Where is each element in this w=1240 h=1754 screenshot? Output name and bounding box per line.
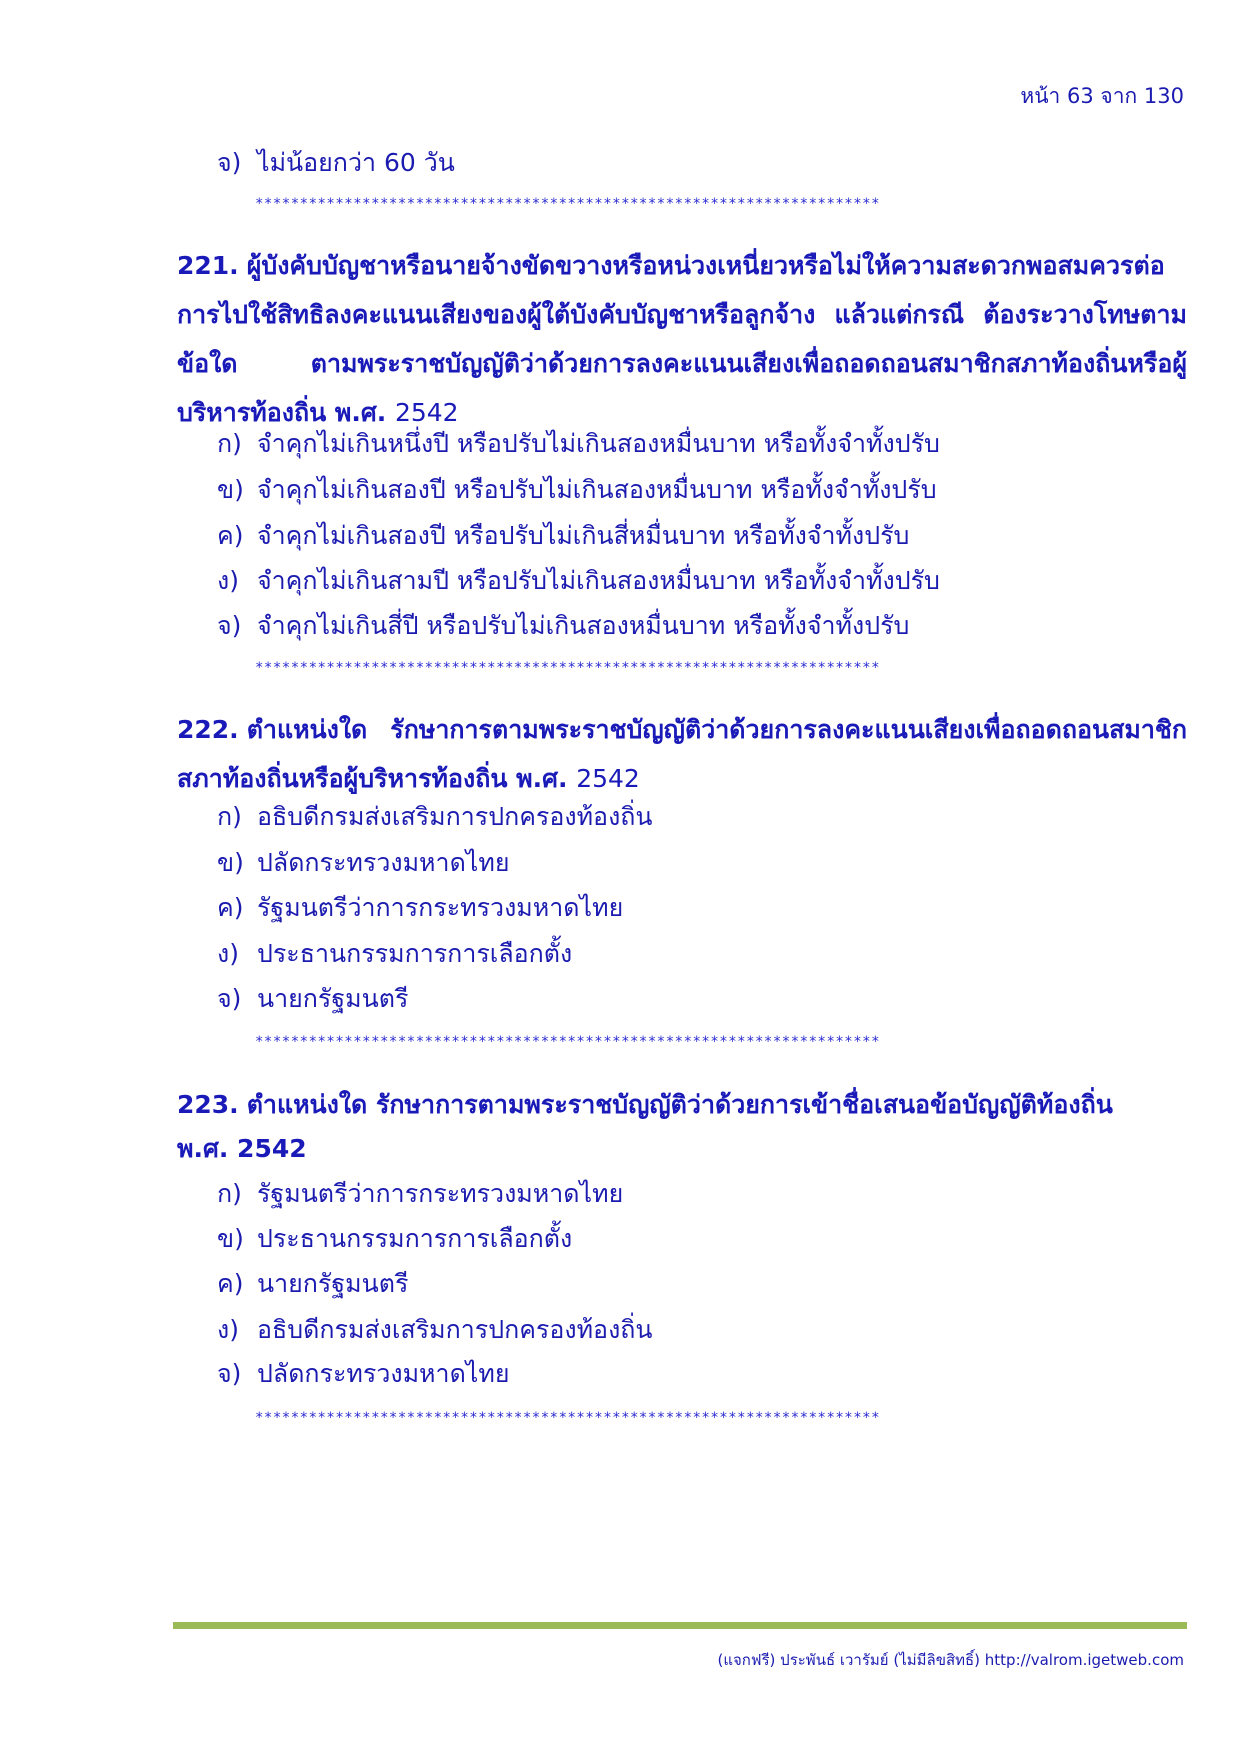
question-221 bbox=[177, 241, 1187, 437]
choice-letter: ค) bbox=[217, 893, 244, 922]
choice-letter: ข) bbox=[217, 848, 244, 877]
choice-text: นายกรัฐมนตรี bbox=[257, 1269, 409, 1298]
divider: ********************************************************************** bbox=[255, 1034, 881, 1050]
choice-letter: ก) bbox=[217, 802, 242, 831]
question-year: พ.ศ. 2542 bbox=[177, 1134, 307, 1163]
choice-text: อธิบดีกรมส่งเสริมการปกครองท้องถิ่น bbox=[257, 1315, 653, 1344]
choice-text: ประธานกรรมการการเลือกตั้ง bbox=[257, 1224, 573, 1253]
q222-choice-c bbox=[217, 891, 623, 925]
choice-text: รัฐมนตรีว่าการกระทรวงมหาดไทย bbox=[257, 1179, 624, 1208]
q223-choice-c bbox=[217, 1267, 408, 1301]
question-text: ตำแหน่งใด รักษาการตามพระราชบัญญัติว่าด้วยการเข้าชื่อเสนอข้อบัญญัติท้องถิ่น bbox=[246, 1090, 1113, 1119]
q223-choice-d bbox=[217, 1313, 653, 1347]
choice-text: จำคุกไม่เกินสองปี หรือปรับไม่เกินสี่หมื่นบาท หรือทั้งจำทั้งปรับ bbox=[257, 521, 910, 550]
question-222 bbox=[177, 705, 1187, 803]
question-text: ตำแหน่งใด รักษาการตามพระราชบัญญัติว่าด้วยการลงคะแนนเสียงเพื่อถอดถอนสมาชิกสภาท้องถิ่นหรือผู้บริหารท้องถิ่น พ.ศ. bbox=[177, 715, 1187, 793]
choice-text: ไม่น้อยกว่า 60 วัน bbox=[257, 148, 455, 177]
question-text: ผู้บังคับบัญชาหรือนายจ้างขัดขวางหรือหน่วงเหนี่ยวหรือไม่ให้ความสะดวกพอสมควรต่อการไปใช้สิทธิลงคะแนนเสียงของผู้ใต้บังคับบัญชาหรือลูกจ้าง แล้วแต่กรณี ต้องระวางโทษตามข้อใด ตามพระราชบัญญัติว่าด้วยการลงคะแนนเสียงเพื่อถอดถอนสมาชิกสภาท้องถิ่นหรือผู้บริหารท้องถิ่น พ.ศ. bbox=[177, 251, 1187, 427]
choice-letter: ง) bbox=[217, 1315, 239, 1344]
choice-letter: ง) bbox=[217, 939, 239, 968]
footer-rule bbox=[173, 1622, 1187, 1629]
choice-text: จำคุกไม่เกินสองปี หรือปรับไม่เกินสองหมื่นบาท หรือทั้งจำทั้งปรับ bbox=[257, 475, 937, 504]
choice-letter: ก) bbox=[217, 429, 242, 458]
choice-text: จำคุกไม่เกินสามปี หรือปรับไม่เกินสองหมื่นบาท หรือทั้งจำทั้งปรับ bbox=[257, 566, 940, 595]
choice-letter: ก) bbox=[217, 1179, 242, 1208]
q222-choice-a bbox=[217, 800, 653, 834]
question-year: 2542 bbox=[576, 764, 640, 793]
footer-credit: (แจกฟรี) ประพันธ์ เวารัมย์ (ไม่มีลิขสิทธิ์) http://valrom.igetweb.com bbox=[717, 1651, 1184, 1669]
choice-letter: จ) bbox=[217, 1359, 242, 1388]
q222-choice-b bbox=[217, 846, 510, 880]
choice-letter: จ) bbox=[217, 984, 242, 1013]
q223-choice-e bbox=[217, 1357, 510, 1391]
question-number: 221. bbox=[177, 251, 239, 280]
q223-choice-b bbox=[217, 1222, 572, 1256]
q221-choice-b bbox=[217, 473, 937, 507]
choice-letter: จ) bbox=[217, 611, 242, 640]
divider: ********************************************************************** bbox=[255, 1410, 881, 1426]
q221-choice-e bbox=[217, 609, 909, 643]
q221-choice-d bbox=[217, 564, 940, 598]
choice-text: ปลัดกระทรวงมหาดไทย bbox=[257, 848, 510, 877]
question-223 bbox=[177, 1080, 1187, 1129]
choice-letter: ง) bbox=[217, 566, 239, 595]
choice-letter: ข) bbox=[217, 1224, 244, 1253]
choice-text: อธิบดีกรมส่งเสริมการปกครองท้องถิ่น bbox=[257, 802, 653, 831]
q223-choice-a bbox=[217, 1177, 623, 1211]
choice-text: นายกรัฐมนตรี bbox=[257, 984, 409, 1013]
choice-text: รัฐมนตรีว่าการกระทรวงมหาดไทย bbox=[257, 893, 624, 922]
divider: ********************************************************************** bbox=[255, 660, 881, 676]
choice-text: จำคุกไม่เกินหนึ่งปี หรือปรับไม่เกินสองหมื่นบาท หรือทั้งจำทั้งปรับ bbox=[257, 429, 940, 458]
choice-text: ประธานกรรมการการเลือกตั้ง bbox=[257, 939, 573, 968]
q222-choice-e bbox=[217, 982, 408, 1016]
choice-letter: ข) bbox=[217, 475, 244, 504]
question-year: 2542 bbox=[394, 398, 459, 427]
q222-choice-d bbox=[217, 937, 572, 971]
choice-letter: ค) bbox=[217, 521, 244, 550]
choice-letter: ค) bbox=[217, 1269, 244, 1298]
page-number: หน้า 63 จาก 130 bbox=[1020, 84, 1184, 108]
choice-text: จำคุกไม่เกินสี่ปี หรือปรับไม่เกินสองหมื่นบาท หรือทั้งจำทั้งปรับ bbox=[257, 611, 910, 640]
choice-text: ปลัดกระทรวงมหาดไทย bbox=[257, 1359, 510, 1388]
question-number: 223. bbox=[177, 1090, 239, 1119]
divider: ********************************************************************** bbox=[255, 196, 881, 212]
choice-letter: จ) bbox=[217, 148, 242, 177]
prev-question-choice-e bbox=[217, 146, 455, 180]
q221-choice-a bbox=[217, 427, 940, 461]
question-number: 222. bbox=[177, 715, 239, 744]
q221-choice-c bbox=[217, 519, 909, 553]
